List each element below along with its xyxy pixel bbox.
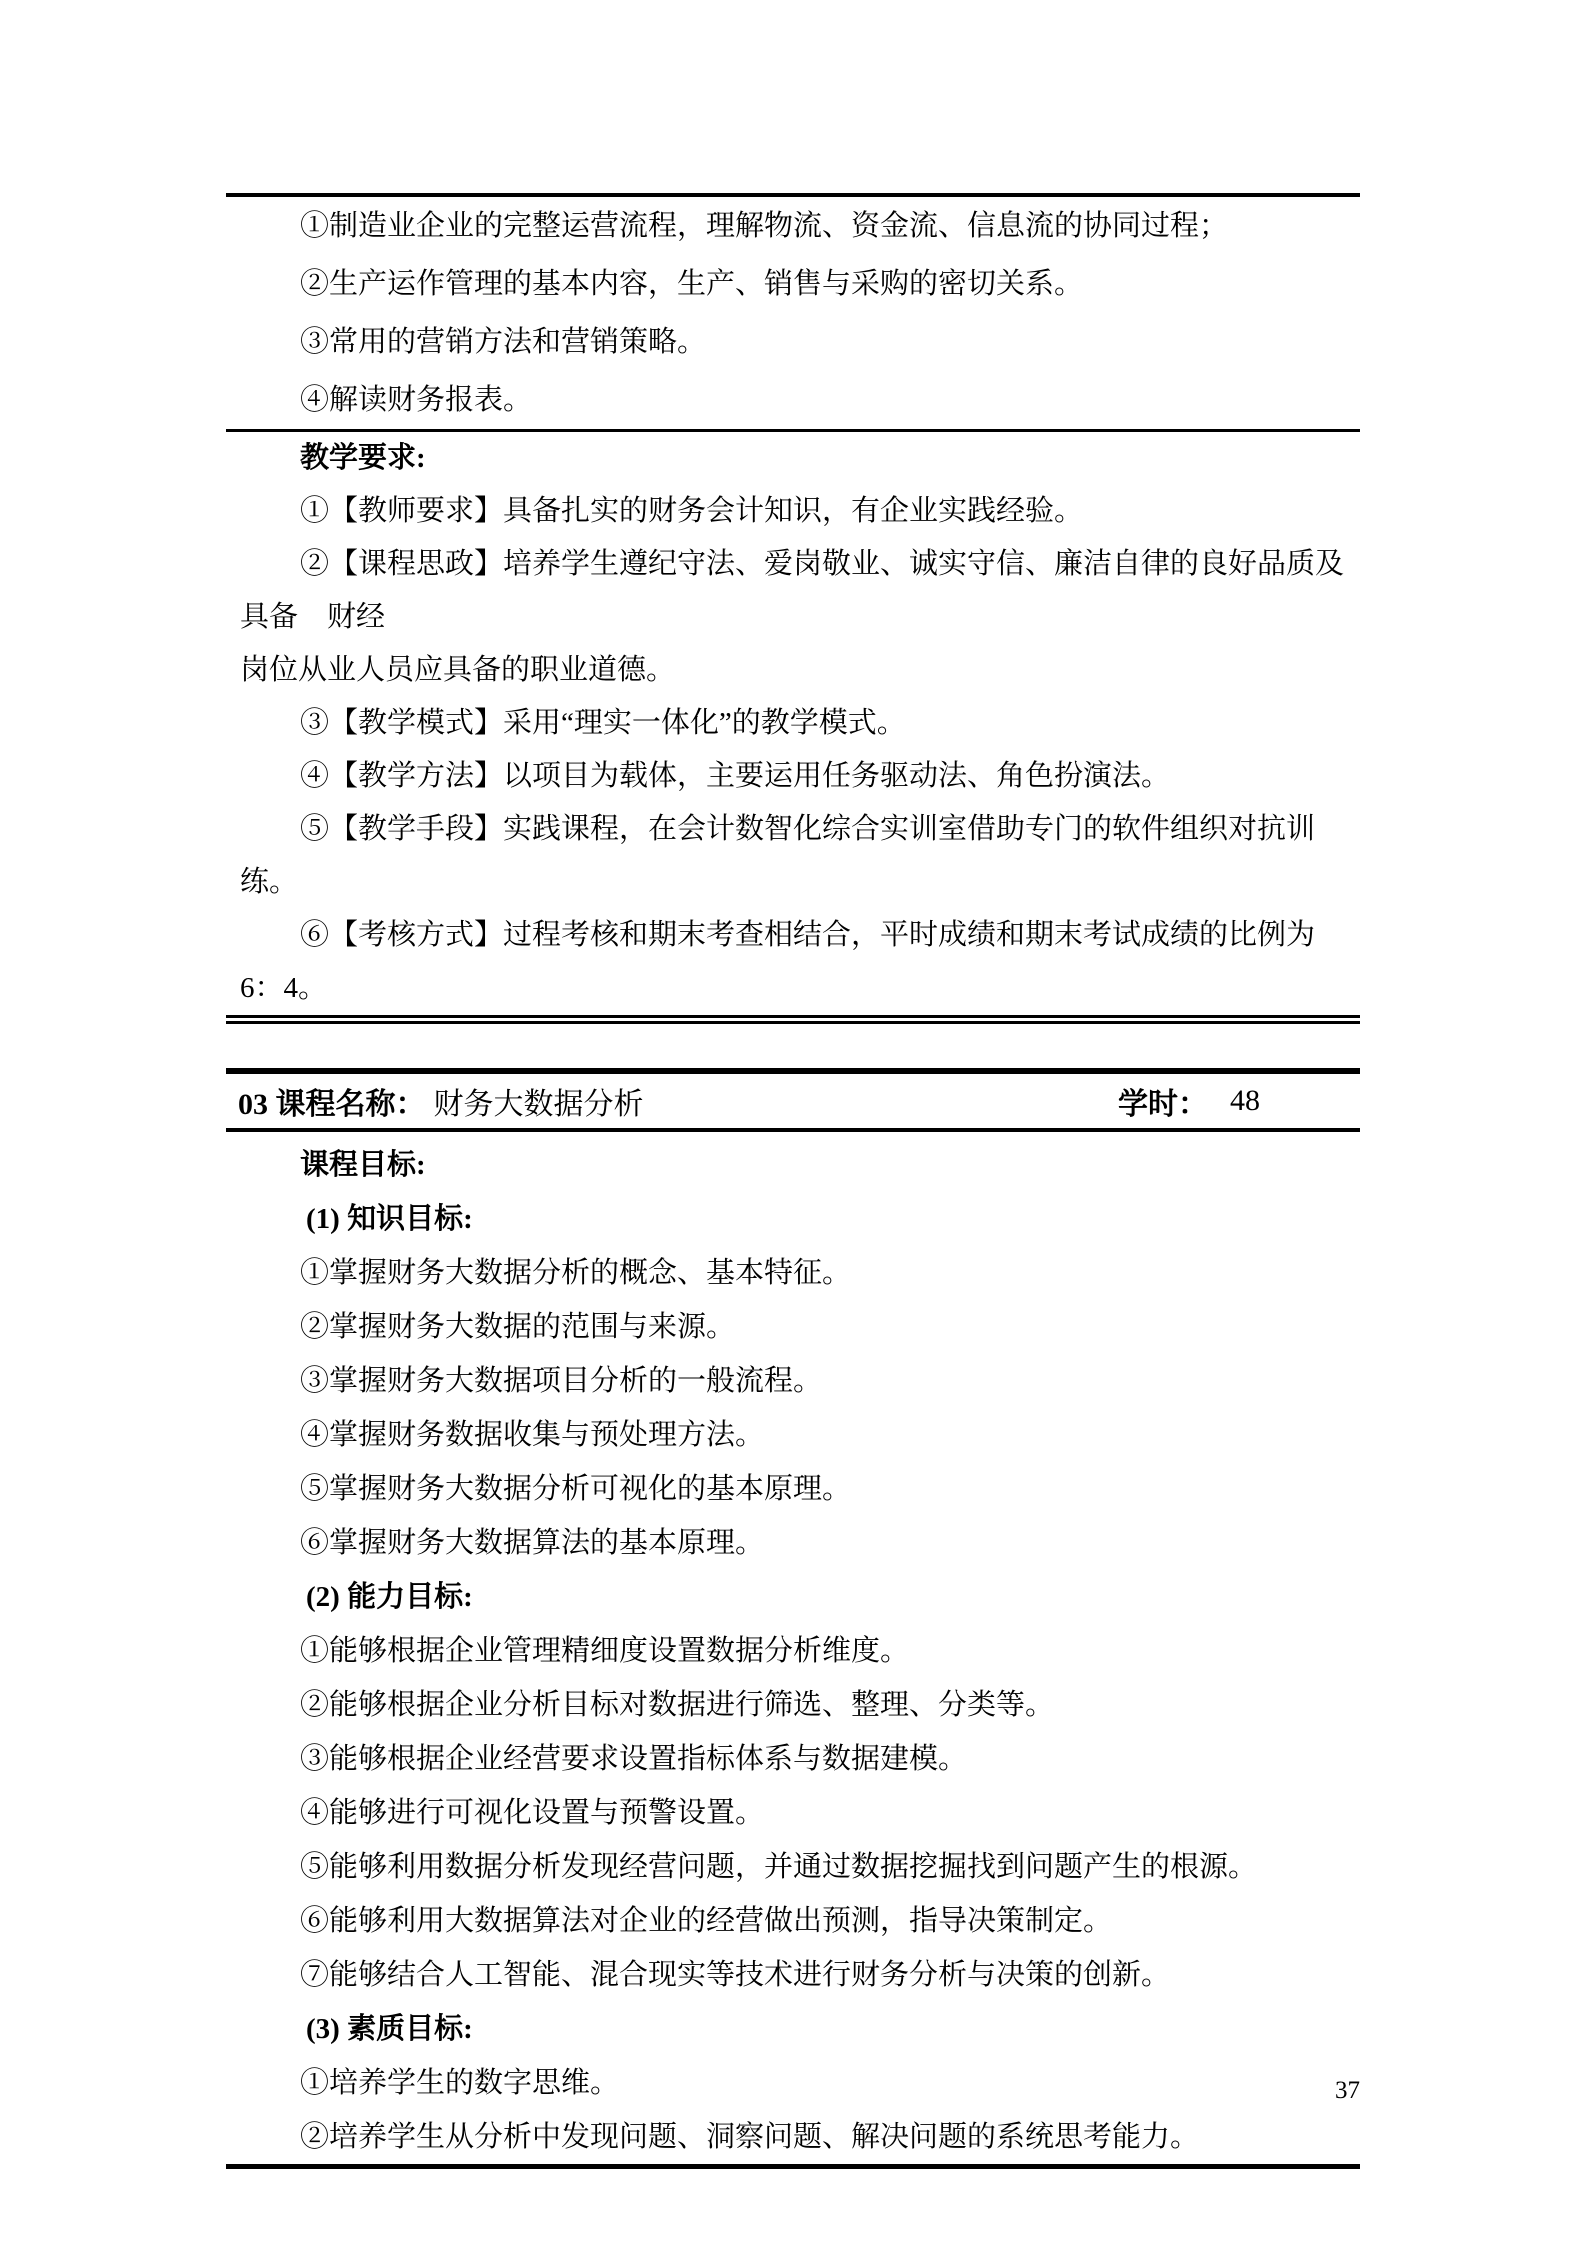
list-item: ③能够根据企业经营要求设置指标体系与数据建模。 [300,1743,968,1775]
previous-course-section [226,197,1360,429]
ability-goals-heading: (2) 能力目标: [306,1581,473,1613]
section-end-double-rule [226,1015,1360,1024]
course-name: 财务大数据分析 [433,1088,644,1121]
list-item: ①能够根据企业管理精细度设置数据分析维度。 [300,1635,910,1667]
list-item: ②掌握财务大数据的范围与来源。 [300,1311,736,1343]
course-number-label: 03 课程名称： [238,1088,426,1121]
teaching-requirements-heading: 教学要求: [300,442,426,474]
list-item: ②生产运作管理的基本内容，生产、销售与采购的密切关系。 [300,268,1084,300]
knowledge-goals-heading: (1) 知识目标: [306,1203,473,1235]
list-item: ⑤能够利用数据分析发现经营问题，并通过数据挖掘找到问题产生的根源。 [300,1851,1258,1883]
list-item: ③【教学模式】采用“理实一体化”的教学模式。 [300,707,906,739]
list-item: ⑥掌握财务大数据算法的基本原理。 [300,1527,765,1559]
list-item: ⑥【考核方式】过程考核和期末考查相结合，平时成绩和期末考试成绩的比例为 6：4。 [240,919,1323,1004]
quality-goals-heading: (3) 素质目标: [306,2013,473,2045]
top-margin [226,0,1360,193]
teaching-requirements-section [226,432,1360,1015]
list-item: ①【教师要求】具备扎实的财务会计知识，有企业实践经验。 [300,495,1084,527]
list-item: ⑥能够利用大数据算法对企业的经营做出预测，指导决策制定。 [300,1905,1113,1937]
list-item: ④解读财务报表。 [300,384,533,416]
section-gap [226,1024,1360,1068]
section-bottom-rule [226,2164,1360,2169]
list-item: ③掌握财务大数据项目分析的一般流程。 [300,1365,823,1397]
hours-value: 48 [1230,1084,1260,1117]
list-item-continuation: 岗位从业人员应具备的职业道德。 [240,654,676,686]
course-hours [1118,1079,1260,1123]
list-item: ②【课程思政】培养学生遵纪守法、爱岗敬业、诚实守信、廉洁自律的良好品质及具备 财经 [240,548,1345,633]
list-item: ⑦能够结合人工智能、混合现实等技术进行财务分析与决策的创新。 [300,1959,1171,1991]
list-item: ①培养学生的数字思维。 [300,2067,620,2099]
course-objectives-heading: 课程目标: [300,1149,426,1181]
list-item: ③常用的营销方法和营销策略。 [300,326,707,358]
document-page [226,0,1360,2169]
hours-label: 学时： [1118,1088,1208,1121]
list-item: ④【教学方法】以项目为载体，主要运用任务驱动法、角色扮演法。 [300,760,1171,792]
course-header-row [226,1074,1360,1128]
list-item: ④掌握财务数据收集与预处理方法。 [300,1419,765,1451]
list-item: ⑤掌握财务大数据分析可视化的基本原理。 [300,1473,852,1505]
list-item: ①制造业企业的完整运营流程，理解物流、资金流、信息流的协同过程； [300,210,1229,242]
list-item: ④能够进行可视化设置与预警设置。 [300,1797,765,1829]
page-number: 37 [1335,2077,1360,2104]
course-objectives-section [226,1132,1360,2164]
list-item: ②能够根据企业分析目标对数据进行筛选、整理、分类等。 [300,1689,1055,1721]
list-item: ⑤【教学手段】实践课程，在会计数智化综合实训室借助专门的软件组织对抗训练。 [240,813,1316,898]
list-item: ②培养学生从分析中发现问题、洞察问题、解决问题的系统思考能力。 [300,2121,1200,2153]
list-item: ①掌握财务大数据分析的概念、基本特征。 [300,1257,852,1289]
